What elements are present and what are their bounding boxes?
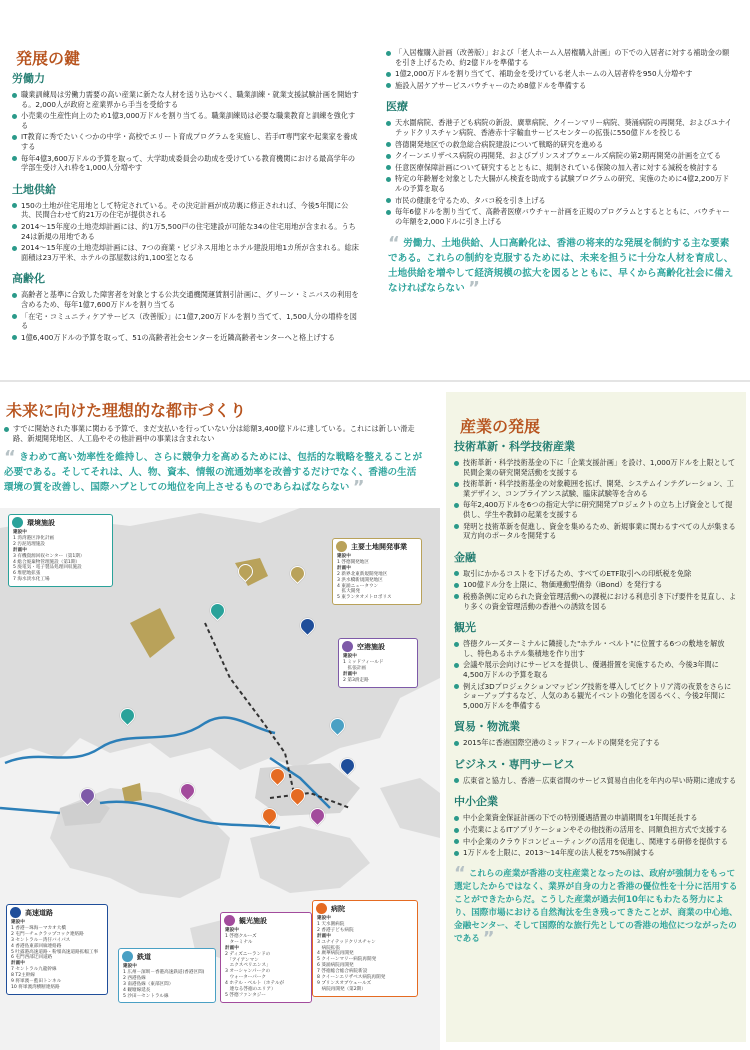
legend-line: 2 屯門－チェクラップコック連絡路 — [11, 931, 84, 937]
section-industry-development — [446, 392, 746, 1042]
list-item: 「入居権購入計画（改善版）」および「老人ホーム入居権購入計画」の下での入居者に対する補助金の額を引き上げるため、約2億ドルを準備する — [386, 48, 736, 67]
legend-line: 4 東涌ニュータウン — [337, 583, 379, 589]
legend-line: 病院拡張 — [317, 945, 340, 951]
legend-line: 1 啓德クルーズ — [225, 933, 257, 939]
list-item: 中小企業のクラウドコンピューティングの活用を促進し、関連する研修を提供する — [454, 837, 738, 847]
legend-line: 7 セントラル九龍幹線 — [11, 967, 57, 973]
legend-line: 2 西港島線 — [123, 975, 146, 981]
legend-line: 5 廃電気・電子製品処理回収施設 — [13, 565, 82, 571]
building-icon — [336, 541, 347, 552]
list-item: 毎年2,400万ドルを6つの指定大学に研究開発プロジェクトの立ち上げ資金として提供し、学生や教師の起業を支援する — [454, 500, 738, 519]
list-item: 小売業によるITアプリケーションやその他技術の活用を、同額負担方式で支援する — [454, 825, 738, 835]
legend-title: 観光施設 — [239, 917, 267, 925]
legend-line: 1 天水圍病院 — [317, 921, 345, 927]
legend-line: 5 東ランタオメトロポリス — [337, 595, 392, 601]
legend-line: 10 将軍澳湾横断連絡路 — [11, 984, 60, 990]
list-item: 特定の年齢層を対象とした大腸がん検査を助成する試験プログラムの研究、実施のために4億2,200万ドルの予算を取る — [386, 174, 736, 193]
legend-line: 4 廣華病院再開発 — [317, 951, 354, 957]
section3-content — [454, 438, 738, 949]
list-item: すでに開始された事業に関わる予算で、まだ支払いを行っていない分は総額3,400億ドルに達している。これには新しい滑走路、新規開発地区、人工島やその他計画中の事業は含まれない — [4, 424, 424, 443]
section2-quote-text: きわめて高い効率性を維持し、さらに競争力を高めるためには、包括的な戦略を整えることが必要である。そしてそれは、人、物、資本、情報の流通効率を改善するだけでなく、香港の生活環境の質を改善し、国際ハブとしての地位を向上させるものであらねばならない — [4, 452, 423, 493]
train-icon — [122, 951, 133, 962]
list-item: 2015年に香港国際空港のミッドフィールドの開発を完了する — [454, 738, 738, 748]
list-item: 技術革新・科学技術基金の対象範囲を拡げ、開発、システムインテグレーション、工業デザイン、コンプライアンス試験、臨床試験等を含める — [454, 479, 738, 498]
legend-line: 4 香港島東部回廊連絡路 — [11, 943, 62, 949]
heading-finance: 金融 — [454, 550, 476, 564]
tech-list — [454, 458, 738, 541]
list-item: クイーンエリザベス病院の再開発、およびプリンスオブウェールズ病院の第2期再開発の計画を立てる — [386, 151, 736, 161]
legend-line: 「アイアンマン — [225, 957, 259, 963]
legend-line: 建設中 — [123, 964, 137, 969]
legend-line: 4 観塘線延長 — [123, 987, 151, 993]
section3-title: 産業の発展 — [460, 417, 541, 436]
left-column — [12, 70, 362, 344]
sme-list — [454, 813, 738, 857]
legend-line: 6 葵涌病院再開発 — [317, 963, 354, 969]
legend-line: 2 香港子ども病院 — [317, 927, 354, 933]
list-item: 中小企業資金保証計画の下での特別優遇措置の申請期間を1年間延長する — [454, 813, 738, 823]
section2-quote — [4, 447, 424, 498]
legend-line: 建設中 — [11, 920, 25, 925]
medical-list — [386, 118, 736, 226]
legend-line: 2 ディズニーランドの — [225, 951, 271, 957]
legend-line: 1 啓德開発地区 — [337, 559, 369, 565]
legend-line: 5 啓德ファンタジー — [225, 992, 266, 998]
legend-body — [225, 928, 307, 999]
section-ideal-city — [0, 380, 440, 1050]
list-item: IT教育に秀でたいくつかの中学・高校でエリート育成プログラムを実施し、若手IT専門家や起業家を養成する — [12, 132, 362, 151]
heading-medical: 医療 — [386, 100, 408, 114]
legend-line: 5 クイーンマリー病院再開発 — [317, 957, 377, 963]
heading-tourism: 観光 — [454, 621, 476, 635]
heading-aging: 高齢化 — [12, 272, 45, 286]
legend-environment — [8, 514, 113, 587]
section3-quote — [454, 862, 738, 949]
map-hk-island — [250, 826, 370, 893]
legend-line: エクスペリエンス」 — [225, 963, 271, 969]
list-item: 150の土地が住宅用地として特定されている。その決定計画が成功裏に修正されれば、今後5年間に公共、民間合わせて約21万の住宅が提供される — [12, 201, 362, 220]
leaf-icon — [12, 517, 23, 528]
legend-hospital — [312, 900, 418, 997]
legend-line: 1 ミッドフィールド — [343, 659, 384, 665]
list-item: 税務条例に定められた資金管理活動への課税における利息引き下げ要件を見直し、より多くの資金管理活動の香港への誘致を図る — [454, 592, 738, 611]
list-item: 啓德開発地区での救急総合病院建設について戦略的研究を進める — [386, 140, 736, 150]
legend-line: 計画中 — [343, 671, 357, 677]
legend-body — [11, 920, 103, 991]
list-item: 職業訓練局は労働力需要の高い産業に新たな人材を送り込むべく、職業訓練・就業支援試験計画を開始する。2,000人が政府と産業界から手当を受給する — [12, 90, 362, 109]
trade-list — [454, 738, 738, 748]
list-item: 100億ドル分を上限に、物価連動型債券（iBond）を発行する — [454, 580, 738, 590]
legend-line: 計画中 — [317, 933, 331, 939]
list-item: 例えば3Dプロジェクションマッピング技術を導入してビクトリア湾の夜景をさらにショーアップするなど、人気のある観光イベントの強化を図るべく、今後2年間に5,000万ドルを準備する — [454, 682, 738, 711]
legend-title: 高速道路 — [25, 909, 53, 917]
close-quote-icon: ” — [352, 477, 365, 498]
section1-quote — [386, 233, 736, 300]
legend-line: 6 堆肥地拡張 — [13, 571, 41, 577]
list-item: 毎年6億ドルを割り当てて、高齢者医療バウチャー計画を正規のプログラムとするとともに、バウチャーの年額を2,000ドルに引き上げる — [386, 207, 736, 226]
legend-line: 2 第3滑走路 — [343, 677, 369, 683]
legend-line: 1 広州－深圳－香港高速鉄道(香港区間) — [123, 969, 205, 975]
legend-body — [123, 964, 211, 999]
close-quote-icon: ” — [468, 278, 480, 300]
heading-tech: 技術革新・科学技術産業 — [454, 440, 575, 453]
open-quote-icon: “ — [454, 862, 466, 884]
legend-title: 空港施設 — [357, 643, 385, 651]
legend-line: 3 セントラル－湾仔バイパス — [11, 937, 71, 943]
legend-body — [13, 530, 108, 583]
list-item: 取引にかかるコストを下げるため、すべてのETF取引への印紙税を免除 — [454, 569, 738, 579]
section1-title: 発展の鍵 — [16, 49, 81, 68]
legend-body — [317, 916, 413, 993]
legend-line: ターミナル — [225, 939, 253, 945]
finance-list — [454, 569, 738, 611]
legend-line: 6 屯門西部迂回道路 — [11, 955, 53, 961]
hospital-cross-icon — [316, 903, 327, 914]
list-item: 毎年4億3,600万ドルの予算を取って、大学助成委員会の助成を受けている教育機関における最高学年の学部生受け入れ枠を1,000人分増やす — [12, 154, 362, 173]
legend-line: 2 新界北東新規開発地区 — [337, 571, 388, 577]
map-development-zone — [122, 783, 142, 803]
right-column — [386, 48, 736, 300]
heading-trade: 貿易・物流業 — [454, 720, 520, 734]
legend-line: ウォーターパーク — [225, 975, 266, 981]
legend-tourism — [220, 912, 312, 1003]
business-list — [454, 776, 738, 786]
tourism-list — [454, 639, 738, 710]
legend-line: 拡張計画 — [343, 665, 366, 671]
list-item: 「在宅・コミュニティケアサービス（改善版）」に1億7,200万ドルを割り当てて、1,500人分の増枠を図る — [12, 312, 362, 331]
section2-title: 未来に向けた理想的な都市づくり — [6, 401, 247, 420]
legend-line: 病院再開発（第2期） — [317, 986, 366, 992]
legend-line: 拡大開発 — [337, 589, 360, 595]
airplane-icon — [342, 641, 353, 652]
heading-business: ビジネス・専門サービス — [454, 757, 575, 771]
list-item: 1万ドルを上限に、2013～14年度の法人税を75%削減する — [454, 848, 738, 858]
hong-kong-infrastructure-map — [0, 508, 440, 1050]
section-divider — [0, 380, 750, 382]
legend-line: 7 海水淡水化工場 — [13, 577, 50, 583]
legend-line: 3 有機資源回収センター（第1期） — [13, 553, 85, 559]
aging-list — [12, 290, 362, 342]
legend-line: 8 T2主幹線 — [11, 973, 35, 979]
road-icon — [10, 907, 21, 918]
map-bridge-line — [0, 808, 60, 813]
section3-quote-text: これらの産業が香港の支柱産業となったのは、政府が強制力をもって選定したからではなく、業界が自身の力と香港の優位性を十分に活用することができたからだ。こうした産業が過去何10年にもわたる努力により、国際市場における自然淘汰を生き残ってきたことが、商業の中心地、金融センター、そして国際的な旅行先としての香港の地位につながったのである — [454, 868, 738, 944]
land-list — [12, 201, 362, 263]
list-item: 高齢者と基準に合致した障害者を対象とする公共交通機関運賃割引計画に、グリーン・ミニバスの利用を含めるため、毎年1億7,600万ドルを割り当てる — [12, 290, 362, 309]
heading-land: 土地供給 — [12, 182, 56, 196]
legend-line: 5 吐露港高速道路・粉嶺高速道路拡幅工事 — [11, 949, 99, 955]
legend-title: 環境施設 — [27, 519, 55, 527]
list-item: 1億2,000万ドルを割り当てて、補助金を受けている老人ホームの入居者枠を950人分増やす — [386, 69, 736, 79]
legend-body — [337, 554, 417, 601]
section1-quote-text: 労働力、土地供給、人口高齢化は、香港の将来的な発展を制約する主な要素である。これらの制約を克服するためには、未来を担うに十分な人材を育成し、土地供給を増やして経済規模の拡大を図るとともに、早くから高齢化社会に備えなければならない — [388, 238, 734, 295]
legend-line: 建設中 — [317, 916, 331, 921]
list-item: 市民の健康を守るため、タバコ税を引き上げる — [386, 196, 736, 206]
legend-line: 7 啓徳総合総合病院新設 — [317, 969, 368, 975]
open-quote-icon: “ — [4, 447, 16, 468]
list-item: 小売業の生産性向上のため1億3,000万ドルを割り当てる。職業訓練局は必要な職業教育と訓練を強化する — [12, 111, 362, 130]
legend-airport — [338, 638, 418, 688]
legend-line: 建設中 — [337, 554, 351, 559]
list-item: 発明と技術革新を促進し、資金を集めるため、新規事業に関わるすべての人が集まる双方向のポータルを開発する — [454, 522, 738, 541]
list-item: 2014～15年度の土地売却計画には、7つの商業・ビジネス用地とホテル建設用地1カ所が含まれる。総床面積は23万平米、ホテルの部屋数は約1,100室となる — [12, 243, 362, 262]
legend-line: 計画中 — [13, 547, 27, 553]
legend-line: 8 クイーンエリザベス病院再開発 — [317, 975, 386, 981]
list-item: 1億6,400万ドルの予算を取って、51の高齢者社会センターを近隣高齢者センターへと格上げする — [12, 333, 362, 343]
legend-line: 計画中 — [11, 961, 25, 967]
heading-sme: 中小企業 — [454, 795, 498, 809]
legend-line: 1 香港－珠海－マカオ大橋 — [11, 925, 66, 931]
list-item: 天水圍病院、香港子ども病院の新設、廣華病院、クイーンマリー病院、葵涌病院の再開発、およびユナイテッドクリスチャン病院、香港赤十字輸血サービスセンターの拡張に550億ドルを投じる — [386, 118, 736, 137]
legend-line: 計画中 — [225, 945, 239, 951]
list-item: 啓徳クルーズターミナルに隣接した"ホテル・ベルト"に位置する6つの敷地を解放し、特色あるホテル集積地を作り出す — [454, 639, 738, 658]
legend-title: 鉄道 — [137, 953, 151, 961]
close-quote-icon: ” — [482, 927, 495, 949]
legend-line: 建設中 — [13, 530, 27, 535]
legend-land-development — [332, 538, 422, 605]
legend-line: 3 オーシャンパークの — [225, 969, 271, 975]
list-item: 技術革新・科学技術基金の下に「企業支援計画」を設け、1,000万ドルを上限として民間企業の研究開発活動を支援する — [454, 458, 738, 477]
map-island — [380, 778, 440, 838]
legend-line: 2 汚泥処理施設 — [13, 541, 45, 547]
legend-line: 3 洪水橋新規開発地区 — [337, 577, 383, 583]
legend-line: 4 総合廃棄物管理施設（第1期） — [13, 559, 81, 565]
list-item: 2014～15年度の土地売却計画には、約1万5,500戸の住宅建設が可能な34の住宅用地が含まれる。うち24は新規の用地である — [12, 222, 362, 241]
legend-body — [343, 654, 413, 684]
legend-line: 3 ユナイテッドクリスチャン — [317, 939, 376, 945]
section2-intro-list — [4, 424, 424, 445]
heading-labor: 労働力 — [12, 72, 45, 85]
legend-line: 5 沙田－セントラル線 — [123, 993, 169, 999]
legend-line: 連なる啓徳のエリア） — [225, 987, 276, 993]
legend-line: 計画中 — [337, 565, 351, 571]
open-quote-icon: “ — [388, 233, 400, 255]
legend-line: 9 将軍澳－藍田トンネル — [11, 979, 62, 985]
ferris-wheel-icon — [224, 915, 235, 926]
legend-title: 病院 — [331, 905, 345, 913]
aging-continued-list — [386, 48, 736, 90]
legend-line: 1 湾湾港区浄化計画 — [13, 535, 55, 541]
list-item: 施設入居ケアサービスバウチャーのため8億ドルを準備する — [386, 81, 736, 91]
list-item: 会議や展示会向けにサービスを提供し、優遇措置を実施するため、今後3年間に4,500万ドルの予算を取る — [454, 660, 738, 679]
list-item: 広東省と協力し、香港－広東省間のサービス貿易自由化を年内の早い時期に達成する — [454, 776, 738, 786]
legend-line: 建設中 — [343, 654, 357, 659]
legend-rail — [118, 948, 216, 1003]
legend-line: 4 ホテル・ベルト（ホテルが — [225, 981, 285, 987]
list-item: 任意医療保障計画について研究するとともに、規制されている保険の加入者に対する減税を検討する — [386, 163, 736, 173]
legend-line: 9 プリンスオブウェールズ — [317, 980, 372, 986]
legend-title: 主要土地開発事業 — [351, 543, 407, 551]
section-keys-to-development — [0, 0, 750, 380]
legend-line: 3 南港島線（東部区間） — [123, 981, 174, 987]
legend-roads — [6, 904, 108, 995]
labor-list — [12, 90, 362, 173]
legend-line: 建設中 — [225, 928, 239, 933]
